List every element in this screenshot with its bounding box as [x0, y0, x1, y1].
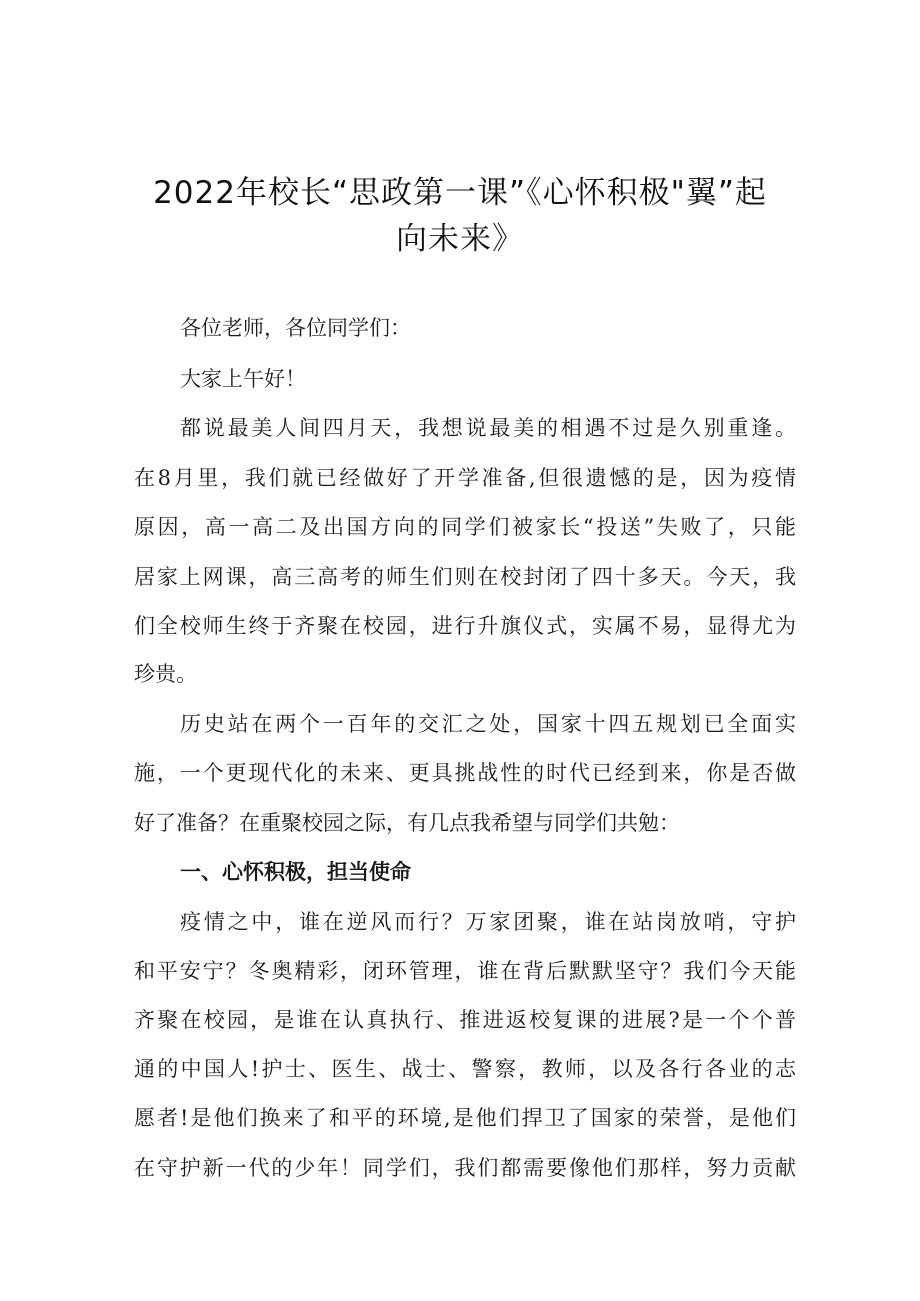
paragraph-line: 施，一个更现代化的未来、更具挑战性的时代已经到来，你是否做 [134, 761, 796, 785]
paragraph-line: 居家上网课，高三高考的师生们则在校封闭了四十多天。今天，我 [134, 565, 796, 589]
paragraph-line: 愿者!是他们换来了和平的环境,是他们捍卫了国家的荣誉，是他们 [134, 1106, 796, 1130]
paragraph-line: 和平安宁？冬奥精彩，闭环管理，谁在背后默默坚守？我们今天能 [134, 959, 796, 983]
paragraph-line: 齐聚在校园，是谁在认真执行、推进返校复课的进展?是一个个普 [134, 1008, 796, 1032]
paragraph-line: 通的中国人!护士、医生、战士、警察，教师，以及各行各业的志 [134, 1057, 796, 1081]
salutation: 各位老师，各位同学们： [180, 316, 411, 340]
paragraph-line: 们全校师生终于齐聚在校园，进行升旗仪式，实属不易，显得尤为 [134, 614, 796, 638]
paragraph-line: 历史站在两个一百年的交汇之处，国家十四五规划已全面实 [180, 712, 796, 736]
paragraph-line: 疫情之中，谁在逆风而行？万家团聚，谁在站岗放哨，守护 [180, 910, 796, 934]
paragraph-line: 在8月里，我们就已经做好了开学准备,但很遗憾的是，因为疫情 [134, 466, 796, 490]
paragraph-line: 都说最美人间四月天，我想说最美的相遇不过是久别重逢。 [180, 416, 796, 440]
paragraph-line: 好了准备？在重聚校园之际，有几点我希望与同学们共勉： [134, 811, 680, 835]
document-title-line-1: 2022年校长“思政第一课”《心怀积极"翼”起 [153, 175, 767, 211]
section-heading: 一、心怀积极，担当使命 [180, 860, 411, 884]
paragraph-line: 原因，高一高二及出国方向的同学们被家长“投送”失败了，只能 [134, 515, 796, 539]
paragraph-line: 珍贵。 [134, 662, 197, 686]
paragraph-line: 在守护新一代的少年！同学们，我们都需要像他们那样，努力贡献 [134, 1156, 796, 1180]
document-title-line-2: 向未来》 [396, 221, 524, 257]
greeting: 大家上午好！ [180, 367, 306, 391]
